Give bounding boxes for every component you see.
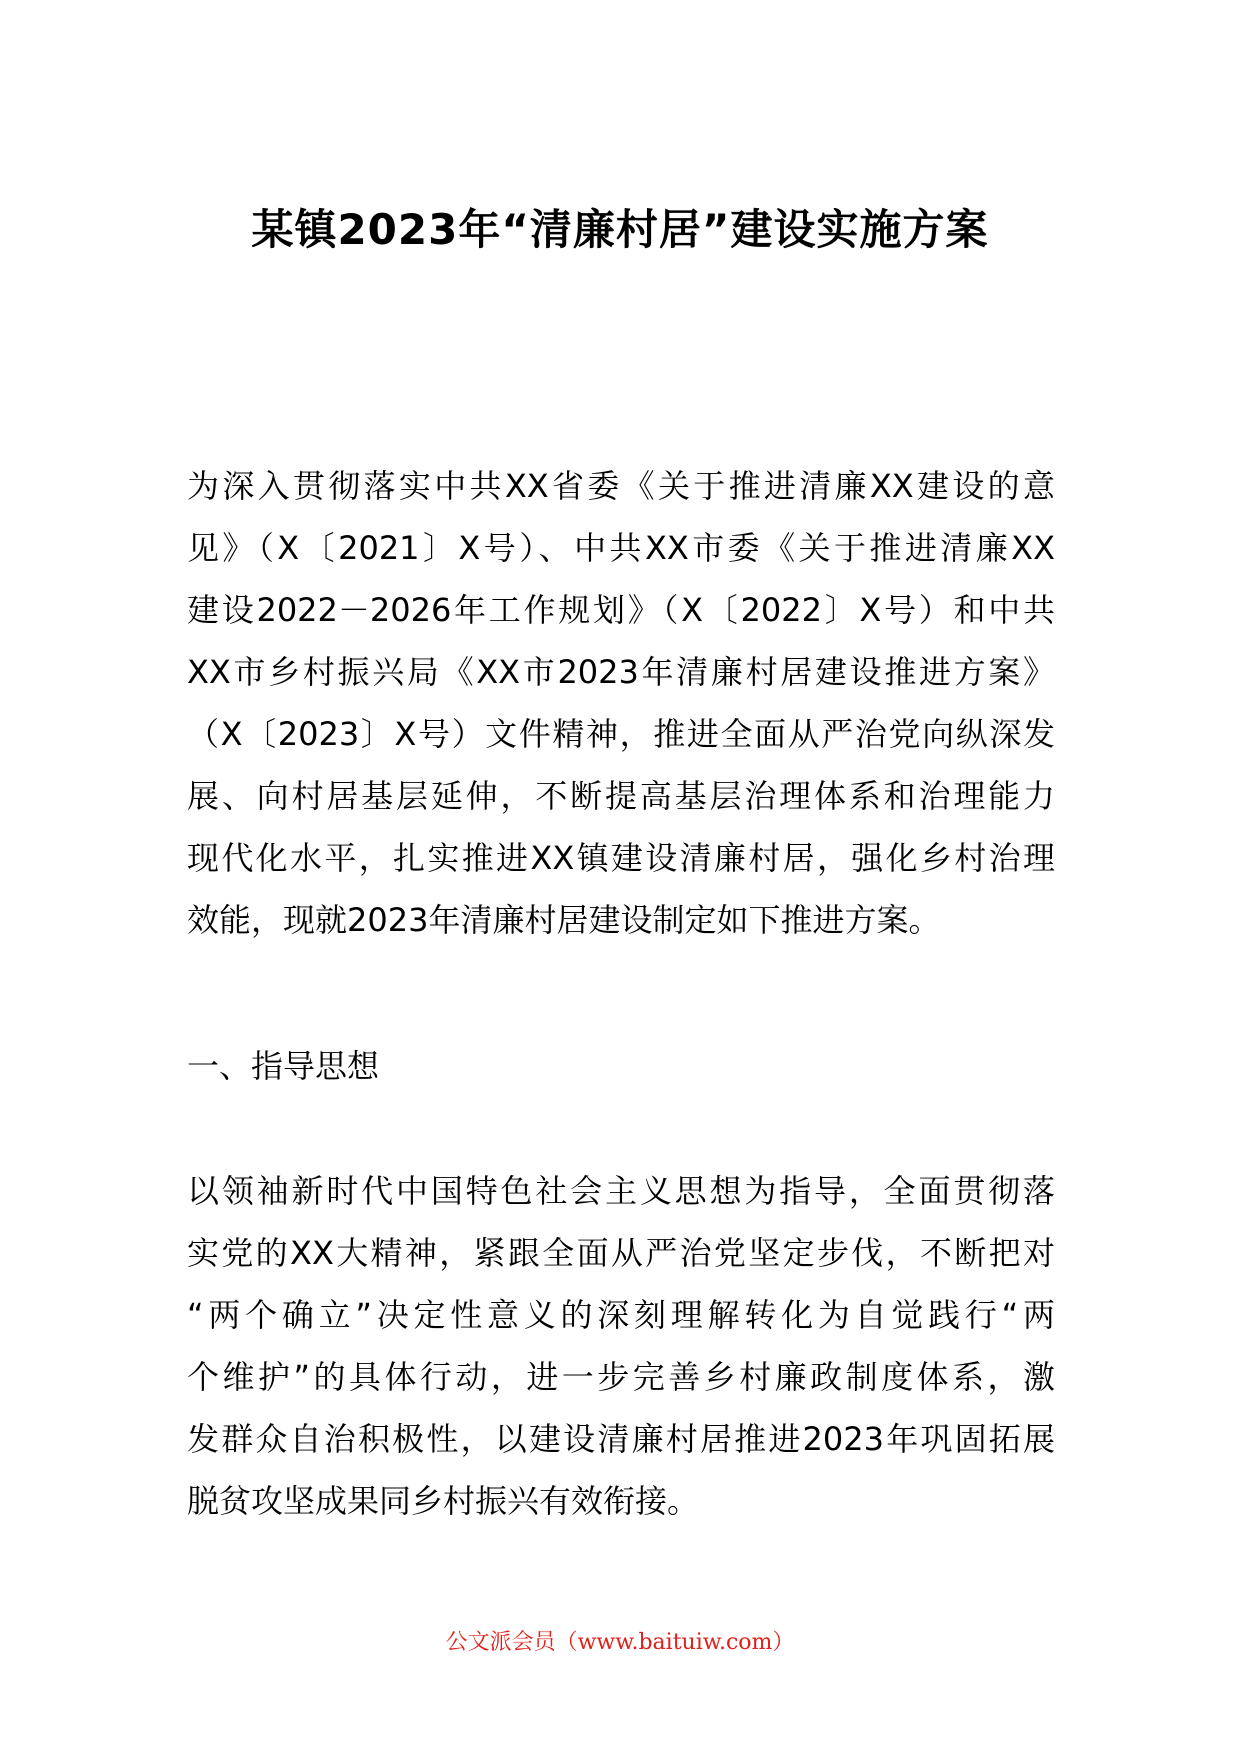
section-heading-text: 一、指导思想 [187, 1047, 380, 1085]
paragraph-line: “两个确立”决定性意义的深刻理解转化为自觉践行“两 [187, 1296, 1055, 1334]
document-title: 某镇2023年“清廉村居”建设实施方案 [251, 205, 989, 254]
paragraph-line: 效能，现就2023年清廉村居建设制定如下推进方案。 [187, 901, 941, 939]
section-heading [187, 1035, 1055, 1097]
paragraph-line: 个维护”的具体行动，进一步完善乡村廉政制度体系，激 [187, 1358, 1055, 1396]
paragraph-line: 脱贫攻坚成果同乡村振兴有效衔接。 [187, 1482, 700, 1520]
paragraph-line: 为深入贯彻落实中共XX省委《关于推进清廉XX建设的意 [187, 467, 1055, 505]
footer-watermark: 公文派会员（www.baituiw.com） [445, 1630, 795, 1655]
intro-paragraph [187, 455, 1055, 951]
paragraph-line: 以领袖新时代中国特色社会主义思想为指导，全面贯彻落 [187, 1172, 1055, 1210]
paragraph-line: 发群众自治积极性，以建设清廉村居推进2023年巩固拓展 [187, 1420, 1055, 1458]
paragraph-line: 实党的XX大精神，紧跟全面从严治党坚定步伐，不断把对 [187, 1234, 1055, 1272]
paragraph-line: 见》（X〔2021〕X号）、中共XX市委《关于推进清廉XX [187, 529, 1055, 567]
paragraph-line: （X〔2023〕X号）文件精神，推进全面从严治党向纵深发 [187, 715, 1055, 753]
guiding-thought-paragraph [187, 1160, 1055, 1532]
paragraph-line: 展、向村居基层延伸，不断提高基层治理体系和治理能力 [187, 777, 1055, 815]
paragraph-line: XX市乡村振兴局《XX市2023年清廉村居建设推进方案》 [187, 653, 1055, 691]
paragraph-line: 建设2022－2026年工作规划》（X〔2022〕X号）和中共 [187, 591, 1055, 629]
paragraph-line: 现代化水平，扎实推进XX镇建设清廉村居，强化乡村治理 [187, 839, 1055, 877]
